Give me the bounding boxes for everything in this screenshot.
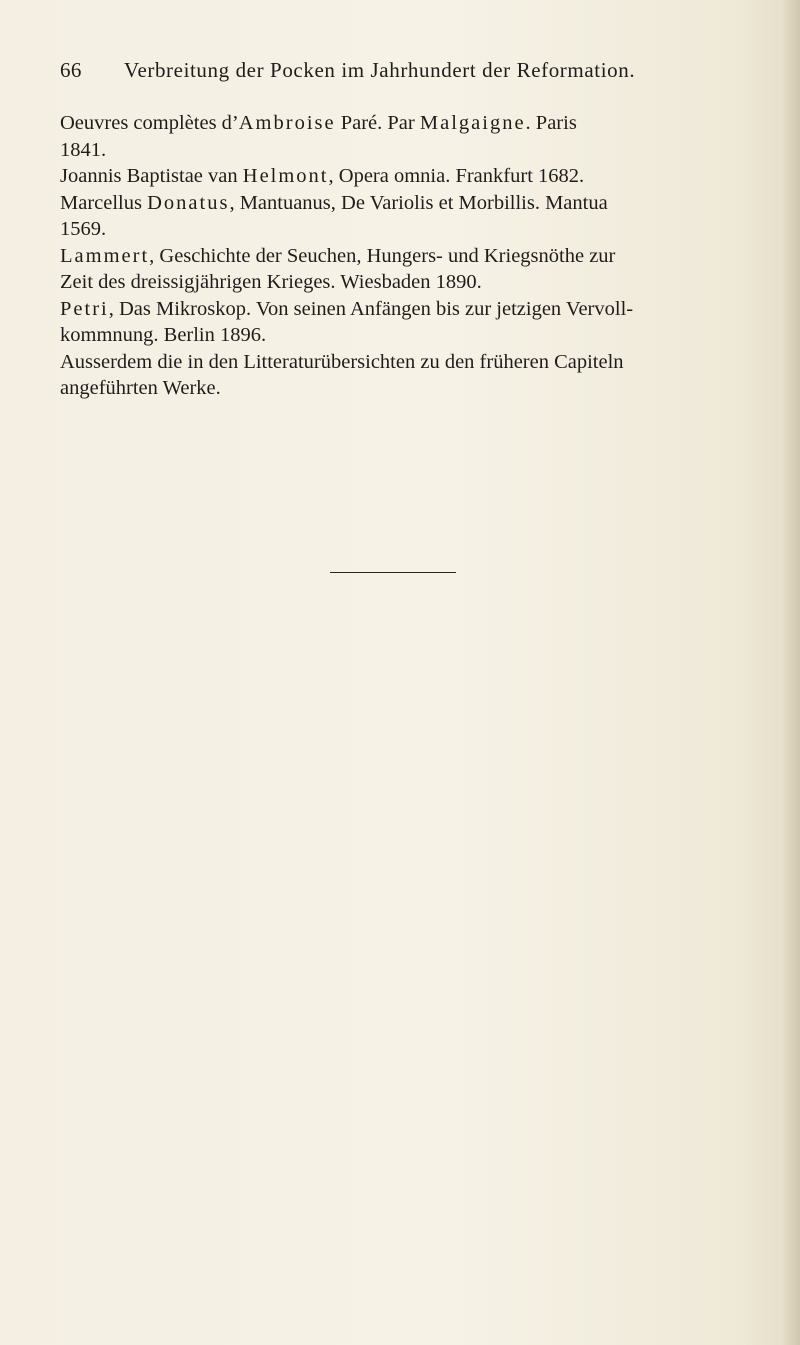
author-name: Ambroise [238, 112, 336, 134]
bibliography-entry-petri [60, 296, 766, 349]
section-end-rule [330, 572, 456, 573]
bibliography-entry-lammert [60, 243, 766, 296]
bibliography-entry-donatus [60, 190, 766, 243]
entry-line: 1569. [60, 218, 107, 240]
author-name: Petri [60, 297, 109, 320]
author-name: Lammert [60, 244, 150, 267]
entry-text: Marcellus [60, 191, 148, 214]
running-head [60, 58, 760, 88]
entry-text: , Geschichte der Seuchen, Hungers- und Kriegsnöthe zur [149, 244, 616, 267]
running-title: Verbreitung der Pocken im Jahrhundert der Reformation. [124, 58, 636, 82]
entry-text: . Paris [525, 112, 577, 134]
author-name: Donatus [147, 191, 230, 214]
entry-text: , Mantuanus, De Variolis et Morbillis. Mantua [229, 191, 608, 214]
bibliography-entry-ausserdem [60, 349, 766, 402]
entry-line [60, 243, 766, 270]
editor-name: Malgaigne [419, 112, 526, 134]
page-edge-shading [782, 0, 800, 1345]
entry-text: Paré. Par [335, 112, 420, 134]
entry-text: Oeuvres complètes d’ [60, 112, 239, 134]
entry-line: Ausserdem die in den Litteraturübersichten zu den früheren Capiteln [60, 350, 624, 373]
entry-line: kommnung. Berlin 1896. [60, 324, 267, 346]
entry-line: Zeit des dreissigjährigen Krieges. Wiesbaden 1890. [60, 271, 482, 293]
entry-line [60, 163, 766, 190]
entry-line: angeführten Werke. [60, 377, 221, 399]
bibliography-list [60, 110, 766, 402]
entry-line: 1841. [60, 138, 107, 161]
entry-text: Joannis Baptistae van [60, 165, 243, 187]
entry-text: , Das Mikroskop. Von seinen Anfängen bis zur jetzigen Vervoll- [108, 297, 634, 320]
bibliography-entry-pare [60, 110, 766, 163]
entry-line [60, 190, 766, 217]
bibliography-entry-helmont [60, 163, 766, 190]
entry-text: , Opera omnia. Frankfurt 1682. [328, 165, 585, 187]
author-name: Helmont [242, 165, 329, 187]
entry-line [60, 110, 766, 137]
page-number: 66 [60, 58, 82, 82]
entry-line [60, 296, 766, 323]
